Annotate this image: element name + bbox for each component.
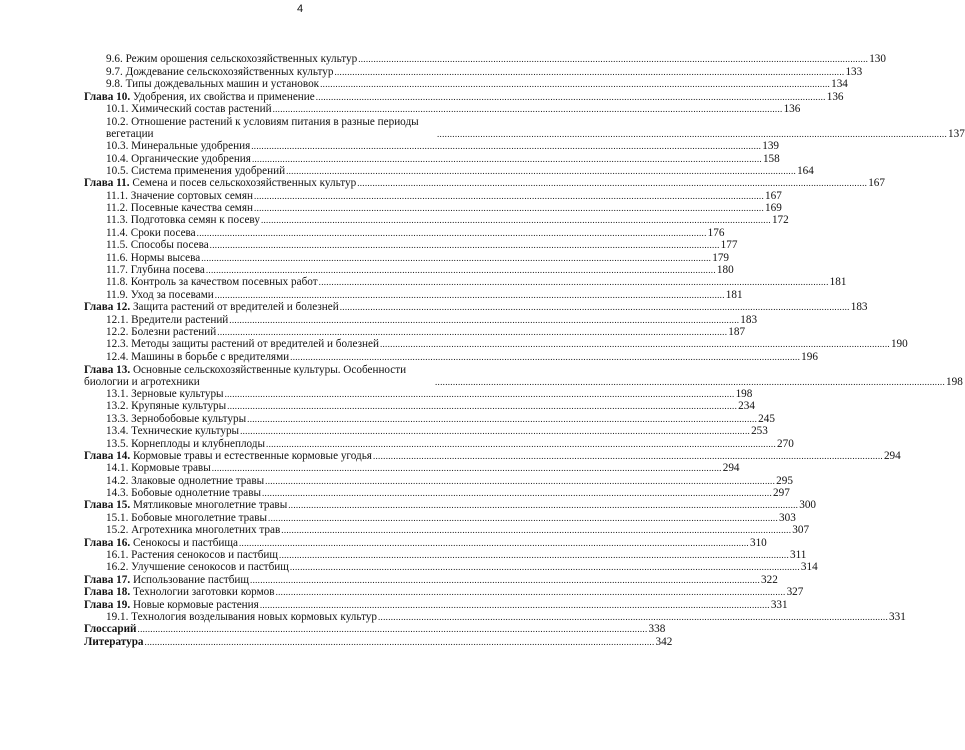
toc-entry-label — [106, 239, 209, 251]
toc-section-entry[interactable] — [84, 549, 807, 562]
toc-entry-label — [84, 91, 315, 103]
toc-entry-title: 10.2. Отношение растений к условиям питания в разные периоды вегетации — [106, 115, 419, 140]
dot-leader: ........................................................................................................................................................................................................ — [286, 165, 797, 176]
dot-leader: ........................................................................................................................................................................................................ — [247, 413, 758, 424]
dot-leader: ........................................................................................................................................................................................................ — [201, 252, 712, 263]
toc-section-entry[interactable] — [84, 511, 796, 524]
dot-leader: ........................................................................................................................................................................................................ — [238, 537, 749, 548]
toc-entry-label — [84, 599, 259, 611]
toc-page-number: 327 — [786, 586, 804, 599]
toc-page-number: 130 — [869, 53, 886, 66]
toc-page-number: 181 — [725, 288, 743, 301]
toc-entry-label — [84, 537, 238, 549]
toc-page-number: 307 — [792, 524, 810, 537]
toc-page-number: 310 — [749, 536, 767, 549]
dot-leader: ........................................................................................................................................................................................................ — [279, 550, 790, 561]
toc-page-number: 322 — [761, 573, 778, 586]
toc-chapter-entry[interactable] — [84, 598, 788, 611]
dot-leader: ........................................................................................................................................................................................................ — [254, 203, 765, 214]
toc-page-number: 190 — [890, 338, 908, 351]
dot-leader: ........................................................................................................................................................................................................ — [358, 54, 869, 65]
toc-page-number: 198 — [735, 387, 753, 400]
dot-leader: ........................................................................................................................................................................................................ — [435, 376, 945, 387]
toc-section-entry[interactable] — [84, 251, 729, 264]
dot-leader: ........................................................................................................................................................................................................ — [288, 500, 799, 511]
toc-entry-label — [106, 53, 357, 65]
toc-section-entry[interactable] — [84, 288, 743, 301]
toc-entry-label — [106, 338, 379, 350]
toc-entry-label — [106, 326, 216, 338]
toc-entry-title: Семена и посев сельскохозяйственных культур — [132, 177, 357, 190]
toc-entry-label — [106, 214, 260, 226]
toc-section-entry[interactable] — [84, 226, 725, 239]
dot-leader: ........................................................................................................................................................................................................ — [289, 562, 800, 573]
toc-entry-label — [106, 549, 278, 561]
dot-leader: ........................................................................................................................................................................................................ — [281, 525, 792, 536]
dot-leader: ........................................................................................................................................................................................................ — [259, 599, 770, 610]
toc-chapter-entry[interactable] — [84, 586, 804, 599]
toc-section-entry[interactable] — [84, 462, 740, 475]
toc-page-number: 300 — [799, 499, 817, 512]
toc-page-number: 294 — [722, 462, 740, 475]
dot-leader: ........................................................................................................................................................................................................ — [268, 512, 779, 523]
dot-leader: ........................................................................................................................................................................................................ — [339, 302, 850, 313]
toc-entry-title: 12.3. Методы защиты растений от вредителей и болезней — [106, 338, 379, 351]
toc-entry-label — [84, 364, 434, 388]
toc-entry-label — [84, 636, 144, 648]
toc-entry-label — [106, 66, 333, 78]
toc-section-entry[interactable] — [84, 65, 863, 78]
toc-section-entry[interactable] — [84, 313, 758, 326]
toc-chapter-number: Глава 14. — [84, 449, 131, 462]
toc-page-number: 167 — [868, 177, 885, 190]
toc-page-number: 139 — [762, 140, 779, 153]
toc-entry-label — [84, 586, 275, 598]
dot-leader: ........................................................................................................................................................................................................ — [217, 327, 728, 337]
toc-entry-label — [106, 276, 318, 288]
toc-chapter-number: Глава 12. — [84, 301, 131, 314]
toc-entry-title: 9.8. Типы дождевальных машин и установок — [106, 78, 320, 91]
toc-page-number: 133 — [845, 65, 863, 78]
toc-entry-title: 10.1. Химический состав растений — [106, 102, 272, 115]
toc-page-number: 158 — [762, 152, 780, 165]
dot-leader: ........................................................................................................................................................................................................ — [272, 103, 783, 114]
toc-chapter-entry[interactable] — [84, 90, 844, 103]
dot-leader: ........................................................................................................................................................................................................ — [144, 636, 655, 647]
toc-entry-title: 11.2. Посевные качества семян — [106, 202, 254, 215]
toc-entry-title: Мятликовые многолетние травы — [132, 499, 288, 512]
toc-entry-title: 13.2. Крупяные культуры — [106, 400, 227, 413]
toc-entry-title: Основные сельскохозяйственные культуры. Особенности биологии и агротехники — [84, 363, 407, 388]
toc-entry-label — [106, 524, 280, 536]
toc-entry-label — [106, 190, 253, 202]
toc-entry-title: 11.7. Глубина посева — [106, 264, 205, 277]
dot-leader: ........................................................................................................................................................................................................ — [224, 388, 735, 399]
toc-entry-title: 10.5. Система применения удобрений — [106, 164, 286, 177]
toc-chapter-entry[interactable] — [84, 363, 963, 388]
dot-leader: ........................................................................................................................................................................................................ — [211, 463, 722, 474]
toc-entry-label — [106, 425, 239, 437]
toc-chapter-number: Глава 18. — [84, 586, 131, 599]
toc-section-entry[interactable] — [84, 437, 794, 450]
toc-entry-title: 9.7. Дождевание сельскохозяйственных культур — [106, 65, 334, 78]
toc-entry-title: 11.5. Способы посева — [106, 239, 209, 252]
page-number: 4 — [296, 3, 304, 15]
toc-section-entry[interactable] — [84, 611, 906, 623]
toc-entry-label — [106, 314, 228, 326]
toc-chapter-number: Глоссарий — [84, 623, 137, 636]
toc-page-number: 181 — [829, 276, 847, 289]
toc-entry-label — [106, 78, 319, 90]
toc-page-number: 342 — [655, 635, 673, 648]
dot-leader: ........................................................................................................................................................................................................ — [209, 240, 720, 251]
toc-section-entry[interactable] — [84, 202, 782, 215]
toc-entry-label — [106, 561, 289, 573]
toc-entry-label — [106, 400, 226, 412]
toc-entry-title: 11.9. Уход за посевами — [106, 288, 214, 301]
toc-entry-label — [106, 264, 205, 276]
dot-leader: ........................................................................................................................................................................................................ — [262, 488, 772, 499]
toc-entry-title: 16.1. Растения сенокосов и пастбищ — [106, 549, 279, 562]
toc-entry-label — [106, 413, 246, 425]
toc-entry-label — [106, 252, 200, 264]
toc-entry-label — [106, 140, 250, 152]
toc-entry-title: 19.1. Технология возделывания новых кормовых культур — [106, 611, 377, 623]
toc-entry-label — [84, 623, 137, 635]
dot-leader: ........................................................................................................................................................................................................ — [372, 450, 883, 461]
toc-page-number: 270 — [777, 437, 794, 450]
toc-page-number: 311 — [790, 549, 807, 562]
dot-leader: ........................................................................................................................................................................................................ — [205, 265, 716, 276]
dot-leader: ........................................................................................................................................................................................................ — [315, 91, 826, 102]
toc-entry-label — [84, 177, 356, 189]
toc-page-number: 198 — [946, 375, 963, 388]
toc-entry-title: 14.1. Кормовые травы — [106, 462, 211, 475]
dot-leader: ........................................................................................................................................................................................................ — [196, 227, 707, 238]
toc-page-number: 253 — [751, 425, 768, 438]
dot-leader: ........................................................................................................................................................................................................ — [251, 141, 762, 152]
toc-entry-title: 13.1. Зерновые культуры — [106, 387, 224, 400]
toc-page-number: 314 — [800, 561, 818, 574]
toc-entry-label — [84, 301, 339, 313]
toc-section-entry[interactable] — [84, 425, 768, 438]
toc-entry-title: 11.1. Значение сортовых семян — [106, 189, 254, 202]
toc-page-number: 187 — [728, 326, 746, 338]
toc-entry-title: 14.2. Злаковые однолетние травы — [106, 474, 265, 487]
toc-page-number: 134 — [831, 78, 848, 91]
toc-page-number: 295 — [776, 474, 793, 487]
toc-page-number: 179 — [712, 251, 729, 264]
toc-entry-title: 15.1. Бобовые многолетние травы — [106, 511, 268, 524]
toc-chapter-entry[interactable] — [84, 635, 673, 648]
toc-entry-title: 11.8. Контроль за качеством посевных работ — [106, 276, 318, 289]
toc-entry-title: Новые кормовые растения — [132, 598, 259, 611]
toc-chapter-number: Глава 17. — [84, 573, 131, 586]
toc-page-number: 180 — [716, 264, 734, 277]
toc-chapter-entry[interactable] — [84, 623, 666, 636]
toc-section-entry[interactable] — [84, 152, 780, 165]
toc-section-entry[interactable] — [84, 53, 886, 66]
dot-leader: ........................................................................................................................................................................................................ — [240, 426, 751, 437]
toc-page-number: 172 — [771, 214, 789, 227]
toc-entry-title: Использование пастбищ — [132, 573, 250, 586]
toc-page-number: 245 — [758, 412, 775, 425]
toc-entry-title: 15.2. Агротехника многолетних трав — [106, 524, 281, 537]
toc-entry-label — [106, 227, 196, 239]
toc-entry-label — [106, 611, 377, 623]
toc-page-number: 331 — [770, 598, 788, 611]
toc-entry-title: 10.4. Органические удобрения — [106, 152, 251, 165]
dot-leader: ........................................................................................................................................................................................................ — [137, 624, 648, 635]
toc-page-number: 331 — [889, 611, 906, 623]
dot-leader: ........................................................................................................................................................................................................ — [357, 178, 868, 189]
toc-entry-label — [106, 388, 224, 400]
toc-section-entry[interactable] — [84, 326, 746, 338]
toc-chapter-entry[interactable] — [84, 177, 885, 190]
toc-page-number: 183 — [740, 313, 758, 326]
dot-leader: ........................................................................................................................................................................................................ — [290, 351, 801, 362]
toc-entry-title: 10.3. Минеральные удобрения — [106, 140, 251, 153]
toc-chapter-number: Глава 11. — [84, 177, 130, 190]
toc-page-number: 177 — [720, 239, 738, 252]
toc-entry-title: Защита растений от вредителей и болезней — [132, 301, 339, 314]
dot-leader: ........................................................................................................................................................................................................ — [379, 339, 890, 350]
toc-chapter-entry[interactable] — [84, 573, 778, 586]
dot-leader: ........................................................................................................................................................................................................ — [275, 587, 786, 598]
toc-section-entry[interactable] — [84, 400, 755, 413]
toc-section-entry[interactable] — [84, 487, 790, 500]
toc-page-number: 196 — [801, 350, 818, 363]
toc-chapter-entry[interactable] — [84, 499, 817, 512]
toc-page-number: 136 — [826, 90, 844, 103]
toc-page-number: 338 — [648, 623, 666, 636]
dot-leader: ........................................................................................................................................................................................................ — [265, 475, 776, 486]
toc-page-number: 303 — [779, 511, 796, 524]
toc-chapter-number: Глава 15. — [84, 499, 131, 512]
toc-page-number: 137 — [948, 127, 965, 140]
toc-entry-label — [106, 103, 272, 115]
toc-entry-title: Удобрения, их свойства и применение — [132, 90, 315, 103]
toc-chapter-number: Глава 13. — [84, 363, 131, 376]
toc-entry-label — [106, 512, 267, 524]
toc-entry-title: 13.5. Корнеплоды и клубнеплоды — [106, 437, 266, 450]
toc-entry-label — [106, 165, 285, 177]
toc-section-entry[interactable] — [84, 239, 738, 252]
dot-leader: ........................................................................................................................................................................................................ — [334, 66, 845, 77]
toc-section-entry[interactable] — [84, 102, 801, 115]
toc-page-number: 297 — [773, 487, 790, 500]
toc-section-entry[interactable] — [84, 189, 782, 202]
toc-entry-title: 14.3. Бобовые однолетние травы — [106, 487, 261, 500]
toc-entry-label — [106, 438, 265, 450]
toc-entry-title: 16.2. Улучшение сенокосов и пастбищ — [106, 561, 289, 574]
toc-entry-title: 12.2. Болезни растений — [106, 326, 217, 338]
toc-entry-label — [84, 499, 287, 511]
toc-page-number: 234 — [738, 400, 755, 413]
dot-leader: ........................................................................................................................................................................................................ — [227, 401, 738, 412]
toc-entry-title: 11.6. Нормы высева — [106, 251, 201, 264]
dot-leader: ........................................................................................................................................................................................................ — [266, 438, 777, 449]
toc-chapter-number: Глава 10. — [84, 90, 131, 103]
dot-leader: ........................................................................................................................................................................................................ — [251, 153, 762, 164]
toc-entry-label — [106, 487, 261, 499]
toc-page-number: 167 — [765, 189, 782, 202]
toc-section-entry[interactable] — [84, 264, 734, 277]
toc-section-entry[interactable] — [84, 78, 848, 91]
toc-entry-label — [106, 475, 264, 487]
toc-entry-title: Кормовые травы и естественные кормовые угодья — [132, 449, 372, 462]
toc-entry-title: 11.4. Сроки посева — [106, 226, 196, 239]
dot-leader: ........................................................................................................................................................................................................ — [260, 215, 771, 226]
toc-entry-title: 12.1. Вредители растений — [106, 313, 229, 326]
toc-entry-label — [106, 289, 214, 301]
toc-section-entry[interactable] — [84, 350, 818, 363]
dot-leader: ........................................................................................................................................................................................................ — [378, 612, 888, 622]
toc-entry-title: 13.3. Зернобобовые культуры — [106, 412, 247, 425]
toc-chapter-entry[interactable] — [84, 536, 767, 549]
toc-section-entry[interactable] — [84, 115, 965, 140]
dot-leader: ........................................................................................................................................................................................................ — [437, 128, 947, 139]
toc-section-entry[interactable] — [84, 140, 779, 153]
toc-entry-title: 12.4. Машины в борьбе с вредителями — [106, 350, 290, 363]
dot-leader: ........................................................................................................................................................................................................ — [318, 277, 829, 288]
toc-entry-title: Сенокосы и пастбища — [132, 536, 238, 549]
dot-leader: ........................................................................................................................................................................................................ — [254, 190, 765, 201]
toc-chapter-entry[interactable] — [84, 301, 868, 314]
toc-chapter-number: Литература — [84, 635, 144, 648]
toc-page-number: 183 — [850, 301, 868, 314]
toc-section-entry[interactable] — [84, 561, 818, 574]
toc-entry-title: Технологии заготовки кормов — [132, 586, 275, 599]
toc-entry-label — [106, 462, 211, 474]
toc-section-entry[interactable] — [84, 387, 753, 400]
toc-chapter-entry[interactable] — [84, 449, 901, 462]
toc-section-entry[interactable] — [84, 412, 775, 425]
dot-leader: ........................................................................................................................................................................................................ — [250, 574, 761, 585]
toc-entry-label — [84, 574, 249, 586]
toc-page-number: 294 — [883, 449, 901, 462]
toc-section-entry[interactable] — [84, 214, 789, 227]
toc-entry-label — [106, 116, 436, 140]
toc-section-entry[interactable] — [84, 164, 814, 177]
toc-entry-label — [106, 153, 251, 165]
toc-section-entry[interactable] — [84, 276, 847, 289]
toc-entry-label — [106, 351, 289, 363]
toc-entry-title: 11.3. Подготовка семян к посеву — [106, 214, 260, 227]
toc-entry-title: 9.6. Режим орошения сельскохозяйственных культур — [106, 53, 358, 66]
toc-page-number: 164 — [797, 164, 814, 177]
toc-chapter-number: Глава 19. — [84, 598, 131, 611]
toc-section-entry[interactable] — [84, 474, 793, 487]
toc-page-number: 136 — [783, 102, 801, 115]
dot-leader: ........................................................................................................................................................................................................ — [229, 314, 740, 325]
toc-chapter-number: Глава 16. — [84, 536, 131, 549]
toc-entry-label — [84, 450, 372, 462]
toc-entry-label — [106, 202, 253, 214]
toc-section-entry[interactable] — [84, 524, 810, 537]
toc-page-number: 176 — [707, 226, 725, 239]
toc-page-number: 169 — [765, 202, 782, 215]
table-of-contents — [84, 53, 965, 648]
toc-entry-title: 13.4. Технические культуры — [106, 425, 240, 438]
dot-leader: ........................................................................................................................................................................................................ — [214, 289, 725, 300]
dot-leader: ........................................................................................................................................................................................................ — [320, 79, 831, 90]
toc-section-entry[interactable] — [84, 338, 908, 351]
